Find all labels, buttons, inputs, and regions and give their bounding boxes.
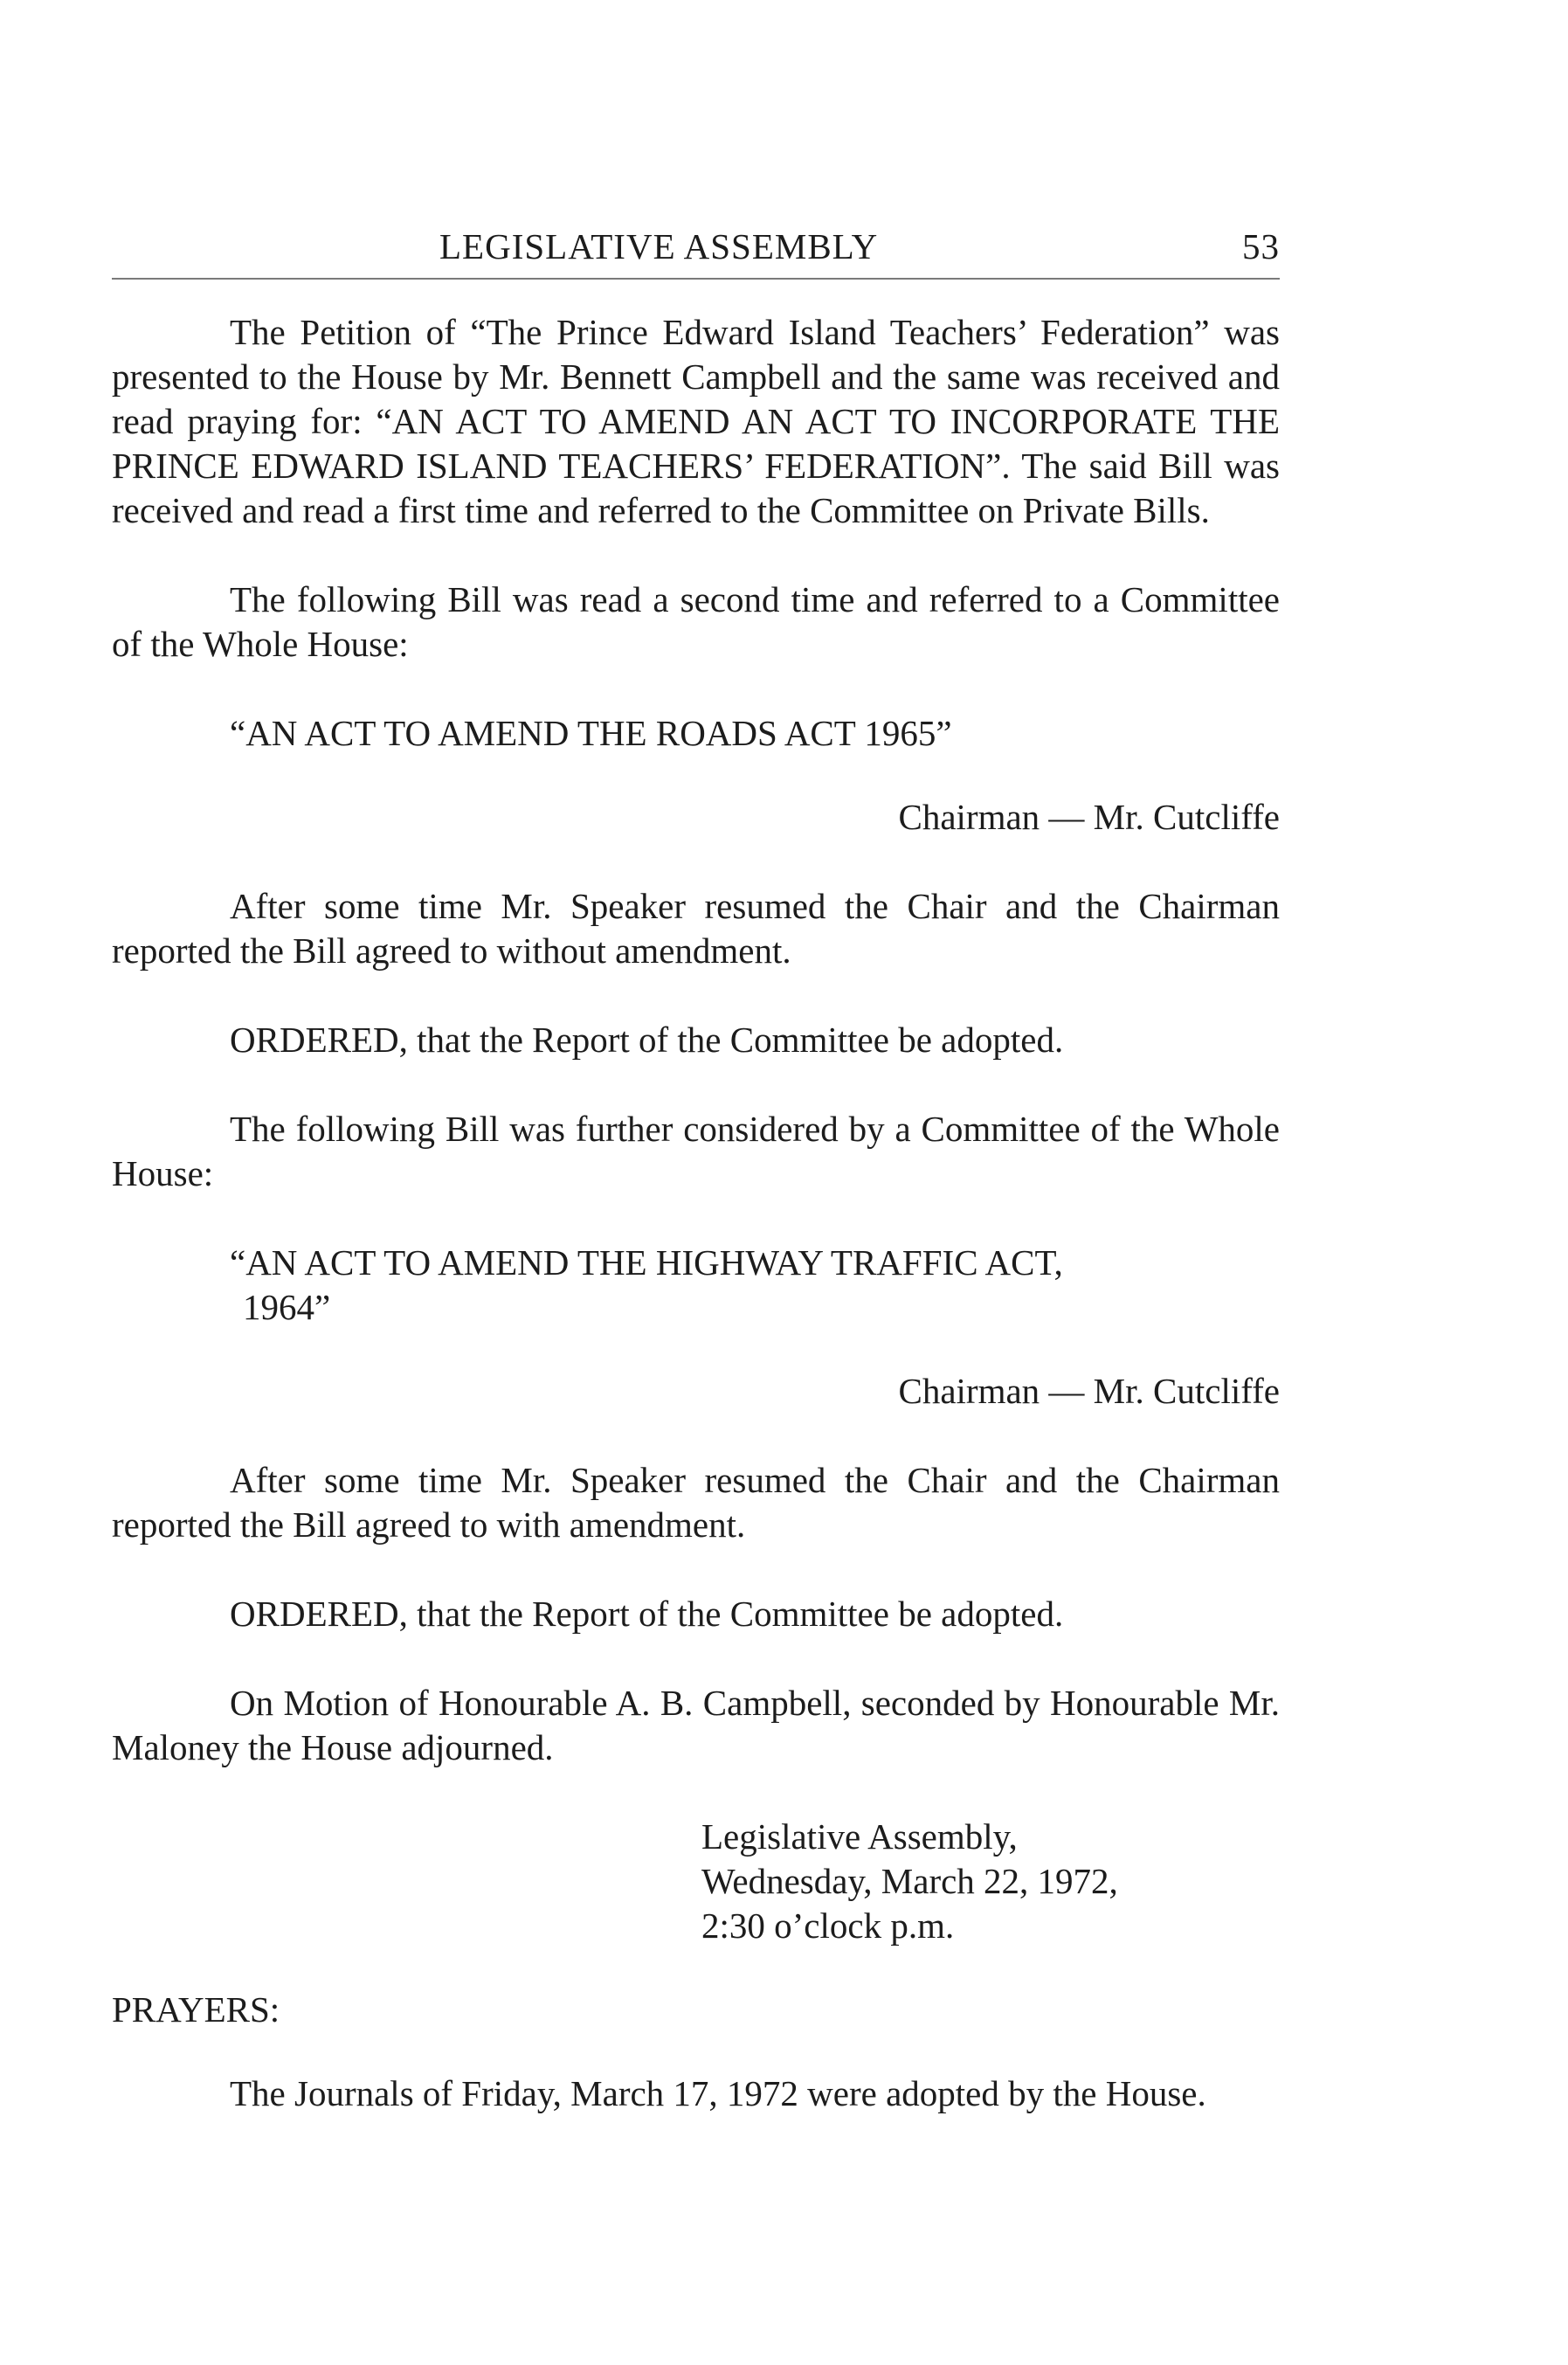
- sitting-heading: [701, 1815, 1280, 1948]
- page-header: [112, 218, 1280, 271]
- bill-title-line-2: 1964”: [243, 1287, 331, 1327]
- journals-adopted-paragraph: The Journals of Friday, March 17, 1972 were adopted by the House.: [230, 2073, 1206, 2113]
- ordered-2: ORDERED, that the Report of the Committee be adopted.: [230, 1594, 1064, 1634]
- committee-chairman-1: Chairman — Mr. Cutcliffe: [898, 797, 1280, 837]
- further-considered-paragraph: The following Bill was further considered by a Committee of the Whole House:: [112, 1109, 1280, 1193]
- running-title: LEGISLATIVE ASSEMBLY: [439, 226, 879, 266]
- journal-body: [112, 310, 1280, 2116]
- header-rule: [112, 278, 1280, 280]
- journal-page: [112, 0, 1280, 2365]
- petition-paragraph: The Petition of “The Prince Edward Island Teachers’ Federation” was presented to the House by Mr. Bennett Campbell and the same was received and read praying for: “AN ACT TO AMEND AN ACT TO INCORPORATE THE PRINCE EDWARD ISLAND TEACHERS’ FEDERATION”. The said Bill was received and read a first time and referred to the Committee on Private Bills.: [112, 312, 1280, 530]
- sitting-place: Legislative Assembly,: [701, 1816, 1018, 1857]
- committee-report-1: After some time Mr. Speaker resumed the Chair and the Chairman reported the Bill agreed to without amendment.: [112, 886, 1280, 971]
- committee-chairman-2: Chairman — Mr. Cutcliffe: [898, 1371, 1280, 1411]
- sitting-time: 2:30 o’clock p.m.: [701, 1905, 955, 1946]
- adjournment-motion: On Motion of Honourable A. B. Campbell, seconded by Honourable Mr. Maloney the House adjourned.: [112, 1683, 1280, 1767]
- committee-report-2: After some time Mr. Speaker resumed the Chair and the Chairman reported the Bill agreed to with amendment.: [112, 1460, 1280, 1545]
- prayers-heading: PRAYERS:: [112, 1989, 280, 2030]
- bill-title-highway-traffic-act: [230, 1241, 1280, 1330]
- sitting-date: Wednesday, March 22, 1972,: [701, 1861, 1118, 1901]
- page-number: 53: [1242, 226, 1280, 266]
- bill-title-line-1: “AN ACT TO AMEND THE HIGHWAY TRAFFIC ACT,: [230, 1242, 1063, 1283]
- second-reading-paragraph: The following Bill was read a second time and referred to a Committee of the Whole House:: [112, 579, 1280, 664]
- ordered-1: ORDERED, that the Report of the Committee be adopted.: [230, 1020, 1064, 1060]
- bill-title-roads-act: “AN ACT TO AMEND THE ROADS ACT 1965”: [230, 713, 952, 753]
